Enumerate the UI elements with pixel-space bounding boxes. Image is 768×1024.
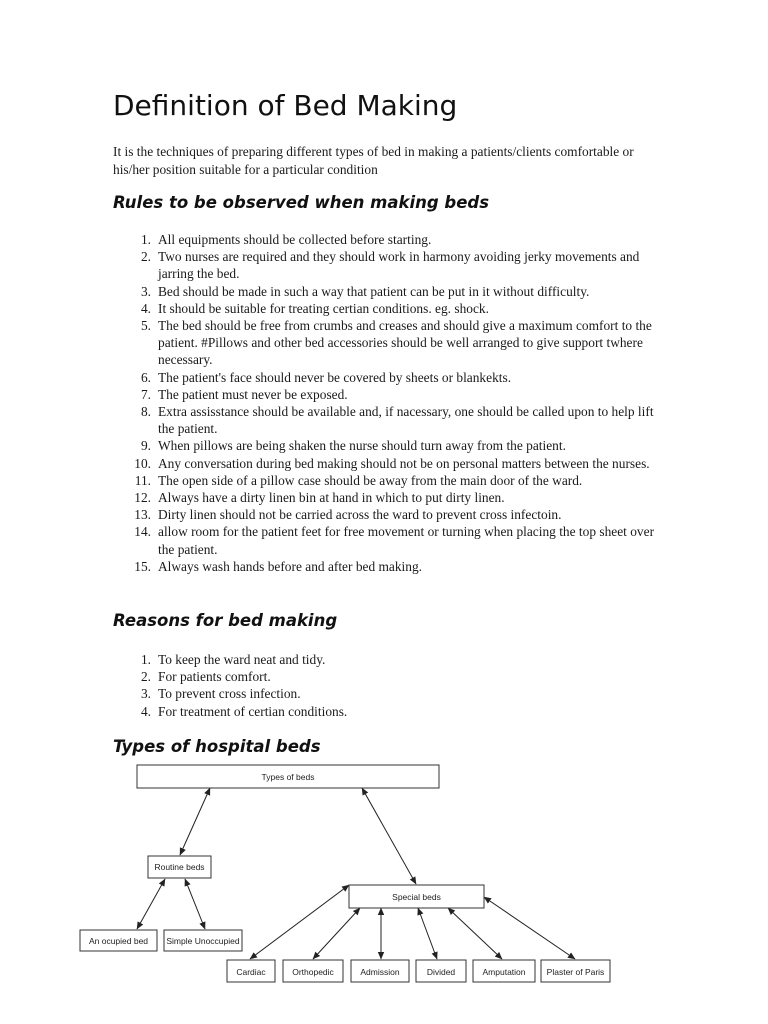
rule-item-number: 15. [134,558,151,574]
reason-item-number: 2. [140,669,151,685]
rule-item-text: Always wash hands before and after bed making. [158,558,423,574]
node-divided: Divided [426,967,456,977]
reason-item-text: For patients comfort. [158,669,271,685]
node-root: Types of beds [261,772,315,782]
page-title: Definition of Bed Making [113,89,458,122]
arrow-special-divided [418,908,437,959]
rule-item-number: 9. [140,438,151,454]
rule-item-number: 4. [140,300,151,316]
rule-item-text: The patient must never be exposed. [158,386,348,402]
rule-item-text: allow room for the patient feet for free movement or turning when placing the top sheet over the patient. [158,524,655,557]
arrow-special-orthopedic [313,908,360,959]
node-occupied-bed: An ocupied bed [88,936,149,946]
reason-item-text: For treatment of certian conditions. [158,703,348,719]
reason-item-text: To keep the ward neat and tidy. [158,652,326,667]
rule-item-number: 3. [140,283,151,299]
reason-item-number: 4. [140,703,151,719]
reasons-heading: Reasons for bed making [113,611,338,630]
arrow-root-routine [180,788,210,855]
intro-paragraph: It is the techniques of preparing different types of bed in making a patients/clients comfortable or his/her position suitable for a particular condition [113,144,634,177]
rule-item-number: 1. [140,232,151,247]
arrow-routine-occupied [137,879,165,929]
rule-item-number: 7. [140,386,151,402]
node-plaster-of-paris: Plaster of Paris [546,967,605,977]
rule-item-number: 5. [140,318,151,334]
arrow-special-cardiac [250,885,349,959]
rule-item-text: All equipments should be collected before starting. [158,232,432,247]
rule-item-text: Two nurses are required and they should work in harmony avoiding jerky movements and jarring the bed. [158,249,640,282]
node-amputation: Amputation [482,967,526,977]
rule-item-number: 8. [140,404,151,420]
rule-item-number: 6. [140,369,151,385]
arrow-special-plaster [484,897,575,959]
arrow-root-special [362,788,416,884]
node-cardiac: Cardiac [236,967,266,977]
rule-item-text: The bed should be free from crumbs and creases and should give a maximum comfort to the patient. #Pillows and other bed accessories should be well arranged to give support twhere necessary. [158,318,652,368]
node-admission: Admission [360,967,400,977]
rule-item-number: 2. [140,249,151,265]
reason-item-text: To prevent cross infection. [158,686,301,702]
rule-item-number: 11. [134,472,151,488]
rule-item-number: 14. [134,524,151,540]
node-routine: Routine beds [154,862,205,872]
rule-item-text: Any conversation during bed making should not be on personal matters between the nurses. [158,455,650,471]
rule-item-text: Bed should be made in such a way that patient can be put in it without difficulty. [158,283,590,299]
node-special: Special beds [392,892,441,902]
reason-item-number: 3. [140,686,151,702]
rule-item-text: When pillows are being shaken the nurse should turn away from the patient. [158,438,566,454]
reason-item-number: 1. [140,652,151,667]
rule-item-text: It should be suitable for treating certian conditions. eg. shock. [158,300,489,316]
rule-item-number: 10. [134,455,151,471]
rule-item-text: The patient's face should never be covered by sheets or blankekts. [158,369,512,385]
node-simple-unoccupied: Simple Unoccupied [166,936,240,946]
arrow-special-amputation [448,908,502,959]
arrow-routine-unoccupied [185,879,205,929]
rule-item-text: Dirty linen should not be carried across the ward to prevent cross infectoin. [158,507,562,523]
rule-item-number: 13. [134,507,151,523]
rule-item-text: Extra assisstance should be available and, if nacessary, one should be called upon to help lift the patient. [158,404,654,437]
rule-item-number: 12. [134,490,151,506]
rule-item-text: Always have a dirty linen bin at hand in which to put dirty linen. [158,490,505,506]
rules-heading: Rules to be observed when making beds [113,193,490,212]
rule-item-text: The open side of a pillow case should be away from the main door of the ward. [158,472,583,488]
types-heading: Types of hospital beds [113,737,321,756]
node-orthopedic: Orthopedic [292,967,334,977]
